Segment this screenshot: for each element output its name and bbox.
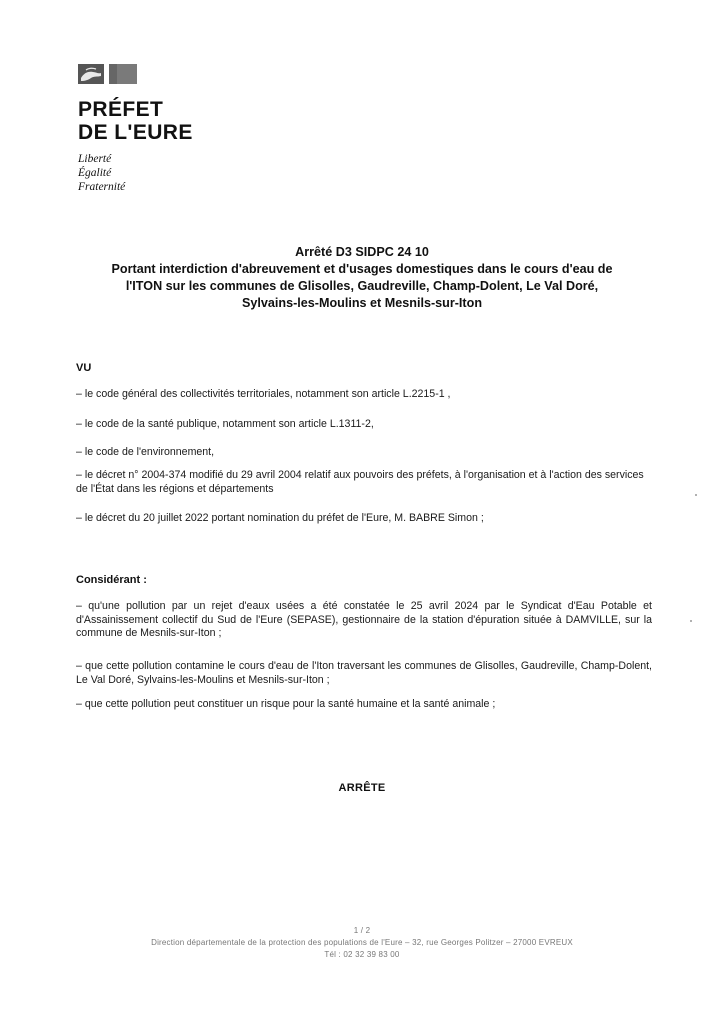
arrete-heading: ARRÊTE [338,782,386,794]
scan-speck [690,620,692,622]
motto-egalite: Égalité [78,167,112,179]
page-number: 1 / 2 [353,926,371,935]
scan-speck [695,494,697,496]
vu-heading: VU [76,362,92,374]
decree-number: Arrêté D3 SIDPC 24 10 [295,245,429,259]
decree-subject-line3: Sylvains-les-Moulins et Mesnils-sur-Iton [241,296,483,310]
footer-phone: Tél : 02 32 39 83 00 [324,950,400,959]
decree-title [60,244,664,312]
decree-subject-line2: l'ITON sur les communes de Glisolles, Gaudreville, Champ-Dolent, Le Val Doré, [125,279,599,293]
prefecture-brand-block [78,64,238,194]
vu-item: – le code de la santé publique, notamment son article L.1311-2, [76,418,374,430]
considerant-item: – que cette pollution peut constituer un risque pour la santé humaine et la santé animale ; [76,698,496,710]
prefet-title-line1: PRÉFET [78,98,164,121]
footer-address: Direction départementale de la protection des populations de l'Eure – 32, rue Georges Politzer – 27000 EVREUX [151,938,573,947]
motto-fraternite: Fraternité [78,181,126,193]
decree-subject-line1: Portant interdiction d'abreuvement et d'usages domestiques dans le cours d'eau de [111,262,613,276]
considerant-item: – que cette pollution contamine le cours d'eau de l'Iton traversant les communes de Glisolles, Gaudreville, Champ-Dolent, Le Val Doré, Sylvains-les-Moulins et Mesnils-sur-Iton ; [76,660,652,686]
prefet-title-line2: DE L'EURE [78,121,193,144]
vu-item: – le décret n° 2004-374 modifié du 29 avril 2004 relatif aux pouvoirs des préfets, à l'organisation et à l'action des services de l'État dans les régions et départements [76,469,644,495]
vu-item: – le code général des collectivités territoriales, notamment son article L.2215-1 , [76,388,451,400]
considerant-item: – qu'une pollution par un rejet d'eaux usées a été constatée le 25 avril 2024 par le Syndicat d'Eau Potable et d'Assainissement collectif du Sud de l'Eure (SEPASE), gestionnaire de la station d'épuration située à DAMVILLE, sur la commune de Mesnils-sur-Iton ; [76,600,652,639]
vu-item: – le code de l'environnement, [76,446,215,458]
motto-liberte: Liberté [78,153,112,165]
marianne-logo [78,64,238,86]
vu-item: – le décret du 20 juillet 2022 portant nomination du préfet de l'Eure, M. BABRE Simon ; [76,512,484,524]
republic-motto [78,152,238,194]
considerant-heading: Considérant : [76,574,147,586]
